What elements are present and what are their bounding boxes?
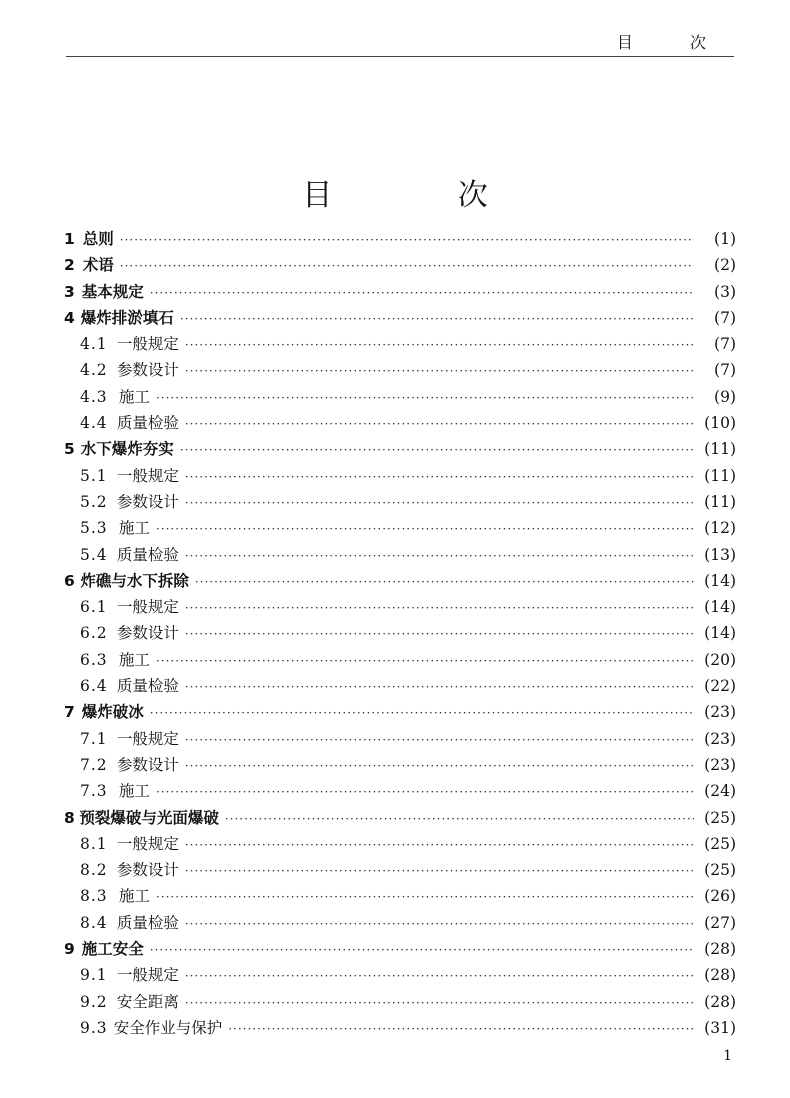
toc-entry-page: (10)	[704, 414, 736, 433]
toc-entry-title: 炸礁与水下拆除	[80, 571, 189, 590]
toc-chapter-entry[interactable]	[64, 226, 736, 252]
toc-section-entry[interactable]	[64, 647, 736, 673]
toc-entry-page: (11)	[704, 440, 736, 459]
toc-entry-number: 2	[64, 256, 75, 275]
toc-entry-title: 施工	[118, 887, 150, 906]
toc-section-entry[interactable]	[64, 357, 736, 383]
toc-dot-leader	[150, 700, 694, 726]
toc-entry-title: 安全距离	[116, 992, 179, 1011]
toc-entry-page: (9)	[714, 387, 736, 406]
toc-entry-title: 质量检验	[116, 545, 179, 564]
toc-dot-leader	[228, 1016, 694, 1042]
toc-chapter-entry[interactable]	[64, 568, 736, 594]
toc-entry-title: 总则	[82, 230, 114, 248]
toc-dot-leader	[180, 437, 694, 463]
toc-entry-number: 9	[64, 940, 75, 959]
toc-dot-leader	[185, 911, 694, 937]
toc-dot-leader	[120, 227, 694, 253]
toc-entry-number: 4.1	[80, 335, 108, 354]
toc-entry-title: 质量检验	[116, 677, 179, 696]
toc-entry-number: 7	[64, 703, 75, 722]
toc-section-entry[interactable]	[64, 752, 736, 778]
running-header-title: 目 次	[616, 33, 732, 52]
toc-entry-number: 9.2	[80, 992, 108, 1011]
toc-entry-title: 一般规定	[116, 834, 179, 853]
toc-dot-leader	[185, 727, 694, 753]
toc-entry-title: 一般规定	[116, 598, 179, 617]
toc-entry-title: 术语	[82, 256, 114, 275]
toc-chapter-entry[interactable]	[64, 252, 736, 278]
toc-entry-title: 爆炸破冰	[81, 703, 144, 722]
toc-entry-title: 爆炸排淤填石	[80, 308, 174, 327]
toc-entry-page: (26)	[704, 887, 736, 906]
toc-entry-title: 安全作业与保护	[113, 1018, 223, 1037]
toc-entry-number: 5.1	[80, 466, 108, 485]
toc-section-entry[interactable]	[64, 962, 736, 988]
toc-dot-leader	[185, 858, 694, 884]
toc-entry-title: 施工	[118, 387, 150, 406]
toc-chapter-entry[interactable]	[64, 305, 736, 331]
toc-dot-leader	[185, 595, 694, 621]
toc-entry-title: 基本规定	[81, 282, 144, 301]
toc-entry-number: 4	[64, 308, 75, 327]
toc-section-entry[interactable]	[64, 620, 736, 646]
toc-entry-page: (14)	[704, 624, 736, 643]
toc-dot-leader	[225, 806, 694, 832]
toc-dot-leader	[185, 332, 694, 358]
toc-entry-page: (12)	[704, 519, 736, 538]
toc-entry-number: 5.3	[80, 519, 108, 538]
toc-entry-number: 9.1	[80, 966, 108, 985]
toc-entry-number: 4.2	[80, 361, 108, 380]
toc-entry-page: (7)	[714, 308, 736, 327]
toc-entry-page: (14)	[704, 598, 736, 617]
toc-entry-number: 8	[64, 808, 75, 827]
toc-dot-leader	[120, 253, 694, 279]
toc-dot-leader	[185, 753, 694, 779]
toc-section-entry[interactable]	[64, 989, 736, 1015]
toc-entry-page: (13)	[704, 545, 736, 564]
toc-entry-number: 3	[64, 282, 75, 301]
toc-dot-leader	[185, 963, 694, 989]
toc-entry-number: 7.2	[80, 755, 108, 774]
toc-entry-title: 施工安全	[81, 940, 144, 959]
toc-entry-number: 4.3	[80, 387, 108, 406]
toc-dot-leader	[156, 648, 694, 674]
toc-dot-leader	[180, 306, 694, 332]
toc-entry-number: 6.1	[80, 598, 108, 617]
toc-entry-page: (28)	[704, 940, 736, 959]
toc-entry-title: 一般规定	[116, 335, 179, 354]
toc-entry-number: 1	[64, 230, 75, 248]
toc-chapter-entry[interactable]	[64, 805, 736, 831]
toc-dot-leader	[185, 490, 694, 516]
toc-entry-page: (2)	[714, 256, 736, 275]
toc-entry-title: 一般规定	[116, 966, 179, 985]
toc-dot-leader	[185, 621, 694, 647]
toc-dot-leader	[185, 464, 694, 490]
toc-entry-page: (7)	[714, 361, 736, 380]
toc-entry-number: 5	[64, 440, 75, 459]
toc-dot-leader	[156, 385, 694, 411]
toc-entry-page: (25)	[704, 808, 736, 827]
toc-entry-number: 8.4	[80, 913, 108, 932]
toc-entry-title: 预裂爆破与光面爆破	[79, 808, 219, 827]
toc-section-entry[interactable]	[64, 542, 736, 568]
toc-entry-page: (1)	[714, 230, 736, 248]
toc-section-entry[interactable]	[64, 910, 736, 936]
toc-entry-number: 4.4	[80, 414, 108, 433]
toc-dot-leader	[185, 990, 694, 1016]
toc-entry-number: 6.3	[80, 650, 108, 669]
toc-entry-page: (24)	[704, 782, 736, 801]
toc-entry-number: 6	[64, 571, 75, 590]
toc-entry-title: 水下爆炸夯实	[80, 440, 174, 459]
toc-section-entry[interactable]	[64, 489, 736, 515]
toc-entry-page: (23)	[704, 755, 736, 774]
toc-entry-page: (3)	[714, 282, 736, 301]
toc-dot-leader	[185, 674, 694, 700]
toc-entry-title: 施工	[118, 782, 150, 801]
toc-dot-leader	[195, 569, 694, 595]
toc-dot-leader	[185, 832, 694, 858]
toc-section-entry[interactable]	[64, 831, 736, 857]
toc-entry-title: 质量检验	[116, 414, 179, 433]
toc-entry-title: 参数设计	[116, 492, 179, 511]
toc-entry-number: 7.3	[80, 782, 108, 801]
toc-dot-leader	[156, 884, 694, 910]
toc-dot-leader	[156, 516, 694, 542]
toc-section-entry[interactable]	[64, 384, 736, 410]
toc-entry-title: 参数设计	[116, 624, 179, 643]
toc-entry-number: 6.4	[80, 677, 108, 696]
toc-entry-number: 7.1	[80, 729, 108, 748]
toc-section-entry[interactable]	[64, 463, 736, 489]
toc-entry-page: (23)	[704, 703, 736, 722]
toc-dot-leader	[150, 937, 694, 963]
toc-entry-page: (20)	[704, 650, 736, 669]
toc-section-entry[interactable]	[64, 726, 736, 752]
toc-entry-number: 5.4	[80, 545, 108, 564]
toc-section-entry[interactable]	[64, 515, 736, 541]
toc-entry-number: 8.2	[80, 861, 108, 880]
toc-entry-number: 6.2	[80, 624, 108, 643]
toc-dot-leader	[185, 411, 694, 437]
toc-section-entry[interactable]	[64, 331, 736, 357]
toc-section-entry[interactable]	[64, 883, 736, 909]
toc-entry-page: (31)	[704, 1018, 736, 1037]
toc-entry-page: (7)	[714, 335, 736, 354]
toc-chapter-entry[interactable]	[64, 936, 736, 962]
toc-entry-page: (28)	[704, 992, 736, 1011]
toc-entry-page: (22)	[704, 677, 736, 696]
toc-section-entry[interactable]	[64, 673, 736, 699]
toc-section-entry[interactable]	[64, 410, 736, 436]
toc-entry-page: (27)	[704, 913, 736, 932]
toc-entry-title: 一般规定	[116, 466, 179, 485]
toc-entry-page: (14)	[704, 571, 736, 590]
toc-section-entry[interactable]	[64, 594, 736, 620]
toc-dot-leader	[156, 779, 694, 805]
toc-section-entry[interactable]	[64, 1015, 736, 1041]
toc-entry-title: 参数设计	[116, 361, 179, 380]
toc-chapter-entry[interactable]	[64, 699, 736, 725]
toc-entry-page: (11)	[704, 492, 736, 511]
toc-entry-title: 质量检验	[116, 913, 179, 932]
toc-entry-page: (25)	[704, 834, 736, 853]
table-of-contents	[64, 226, 736, 1041]
toc-entry-title: 一般规定	[116, 729, 179, 748]
toc-chapter-entry[interactable]	[64, 279, 736, 305]
toc-dot-leader	[150, 280, 694, 306]
page-number: 1	[723, 1048, 732, 1064]
toc-entry-number: 5.2	[80, 492, 108, 511]
toc-entry-title: 施工	[118, 519, 150, 538]
toc-section-entry[interactable]	[64, 778, 736, 804]
toc-entry-number: 8.3	[80, 887, 108, 906]
toc-entry-page: (28)	[704, 966, 736, 985]
page-title: 目 次	[302, 178, 546, 213]
toc-entry-number: 8.1	[80, 834, 108, 853]
toc-entry-page: (11)	[704, 466, 736, 485]
toc-chapter-entry[interactable]	[64, 436, 736, 462]
toc-section-entry[interactable]	[64, 857, 736, 883]
toc-entry-number: 9.3	[80, 1018, 108, 1037]
toc-entry-page: (25)	[704, 861, 736, 880]
toc-entry-title: 施工	[118, 650, 150, 669]
toc-entry-page: (23)	[704, 729, 736, 748]
toc-entry-title: 参数设计	[116, 755, 179, 774]
toc-entry-title: 参数设计	[116, 861, 179, 880]
toc-dot-leader	[185, 543, 694, 569]
toc-dot-leader	[185, 358, 694, 384]
running-header	[66, 28, 734, 57]
